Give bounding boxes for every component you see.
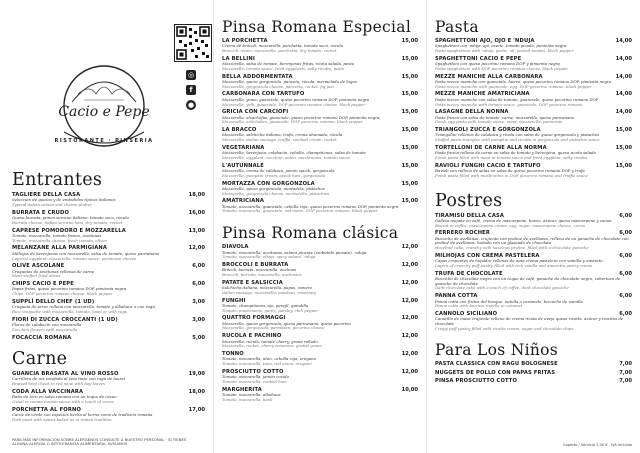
menu-item bbox=[12, 228, 205, 244]
menu-item-description-en: Mozzarella, gorgonzola, parmesan, pecorino cheese bbox=[222, 325, 325, 331]
menu-item-description: Galleta mojada en café, crema de mascarpone, huevo, azúcar, queso mascarpone y cacao bbox=[435, 217, 612, 223]
menu-item-description-en: Crispy puff pastry filled with ricotta cream, sugar and chocolate chips bbox=[435, 325, 574, 331]
menu-item-price: 6,00 bbox=[192, 263, 205, 270]
menu-item-description: Croqueta de arroz rellena con mozzarella, tomate y albahaca o con ragú bbox=[12, 304, 155, 310]
menu-item-description: Pasta fresca rellena de carne en salsa de tomate y berenjena, queso ricota salada bbox=[435, 150, 596, 156]
menu-item bbox=[435, 38, 632, 54]
menu-item-description: Mozzarella, queso gorgonzola, queso parmesano, queso pecorino bbox=[222, 320, 351, 326]
menu-item-name: GRICIA CON CARCIOFI bbox=[222, 109, 289, 116]
menu-item bbox=[435, 253, 632, 269]
ninos-list bbox=[435, 361, 632, 384]
menu-item-price: 3,00 bbox=[192, 298, 205, 305]
menu-item-price: 7,00 bbox=[619, 361, 632, 368]
menu-item bbox=[222, 387, 418, 403]
menu-item-description-en: Tomato, mozzarella, tuna, red onion, oregano bbox=[222, 361, 312, 367]
menu-item-name: LA BRACCO bbox=[222, 127, 257, 134]
instagram-icon[interactable]: ◎ bbox=[187, 71, 195, 79]
menu-item bbox=[222, 262, 418, 278]
menu-item bbox=[435, 145, 632, 161]
menu-item-description: Crema de brócoli, mozzarella, porchetta, tomate seco, rúcula bbox=[222, 43, 344, 49]
column-pasta-postres bbox=[426, 0, 640, 453]
menu-item-name: BURRATA E CRUDO bbox=[12, 209, 70, 216]
menu-item-description-en: Broccoli, burrata, mozzarella, anchovies bbox=[222, 272, 302, 278]
menu-item-description: Milhojas de berenjenas con mozzarella, salsa de tomate, queso parmesano bbox=[12, 250, 160, 256]
menu-item-description: Tomate, mozzarella, jamón cocido bbox=[222, 374, 289, 380]
menu-item bbox=[435, 271, 632, 292]
menu-item-description: Capas crujientes de hojaldre rellenas de nata crema pastelera con vainilla y amareto bbox=[435, 258, 603, 264]
menu-item-description: Papas fritas, queso pecorino romano DOP, pimienta negra bbox=[12, 286, 127, 292]
menu-item-name: SPAGHETTONI AJO, OJO E 'NDUJA bbox=[435, 38, 535, 44]
menu-item-name: OLIVE ASCOLANE bbox=[12, 263, 65, 270]
menu-item-description-en: Stuffed pasta triangles with pumpkin and ricotta in gorgonzola and pistachio sauce bbox=[435, 137, 600, 143]
menu-item-description-en: Burrata cheese, italian serrano ham, dry tomato, rocket bbox=[12, 219, 123, 225]
menu-item-description-en: Pasta spaghettoni with DOP pecorino romano cheese, black pepper bbox=[435, 65, 569, 71]
menu-item-description-en: Braised beef cheek in red wine with bay leaves bbox=[12, 381, 105, 387]
menu-item-price: 15,00 bbox=[615, 127, 632, 134]
menu-item-description: Tomate, mozzarella, albahaca bbox=[222, 392, 281, 398]
menu-item-price: 18,00 bbox=[188, 388, 205, 395]
section-title-pinsa-especial: Pinsa Romana Especial bbox=[222, 18, 412, 36]
menu-item bbox=[12, 407, 205, 423]
menu-item bbox=[222, 145, 418, 161]
service-footnote: Coperto / Servicio 2,00 € · IVA incluido bbox=[563, 442, 632, 447]
menu-item-price: 7,00 bbox=[619, 369, 632, 376]
menu-item-name: TIRAMISÙ DELLA CASA bbox=[435, 212, 505, 219]
menu-item-price: 15,00 bbox=[401, 127, 418, 134]
menu-item-name: SPAGHETTONI CACIO E PEPE bbox=[435, 55, 522, 62]
menu-item-name: PINSA PROSCIUTTO COTTO bbox=[435, 378, 518, 385]
logo-subtitle: RISTORANTE · PINSERIA bbox=[54, 138, 154, 144]
facebook-icon[interactable]: f bbox=[186, 85, 196, 95]
menu-item-description-en: Pork meat with spices baked as in roman tradition bbox=[12, 416, 112, 422]
menu-item-price: 15,00 bbox=[401, 91, 418, 98]
qr-code[interactable] bbox=[174, 24, 212, 62]
menu-item-description: Pasta fresca con salsa de tomate, carne, mozzarella, queso parmesano bbox=[435, 114, 575, 120]
menu-item-description-en: Biscuit in coffee, mascarpone cream, egg, sugar, mascarpone cheese, cocoa bbox=[435, 222, 585, 228]
menu-item-description: Carrillera de res estofada al vino tinto con ragú de lauret bbox=[12, 376, 126, 382]
menu-item bbox=[222, 333, 418, 349]
menu-item bbox=[12, 192, 205, 208]
menu-item bbox=[222, 315, 418, 331]
menu-item-name: SUPPLÌ DELLO CHEF (1 UD) bbox=[12, 298, 95, 305]
menu-item-price: 12,00 bbox=[401, 368, 418, 375]
menu-item-name: CARBONARA CON TARTUFO bbox=[222, 91, 305, 98]
menu-item-name: FUNGHI bbox=[222, 297, 246, 304]
menu-item-description-en: Hazelnut cake, crunchy with hazelnut praline, filled with a chocolate ganache bbox=[435, 245, 589, 251]
menu-item-description-en: Fresh pasta filled with mushrooms in DOP pecorino romano and truffle sauce bbox=[435, 172, 588, 178]
menu-item-name: FOCACCIA ROMANA bbox=[12, 334, 72, 341]
menu-item-description: Croquetas de aceitunas rellenas de carne bbox=[12, 268, 95, 274]
menu-item-description-en: Rice croquette with mozzarella, tomato, basil or with ragu bbox=[12, 308, 128, 314]
menu-item bbox=[222, 351, 418, 367]
menu-item-price: 6,00 bbox=[619, 270, 632, 277]
menu-item bbox=[435, 361, 632, 367]
menu-item bbox=[435, 91, 632, 107]
menu-item-price: 6,00 bbox=[619, 212, 632, 219]
menu-item-name: MORTAZZA CON GORGONZOLA bbox=[222, 180, 315, 187]
menu-item bbox=[435, 378, 632, 384]
menu-item-price: 14,00 bbox=[615, 91, 632, 98]
menu-item-head bbox=[435, 370, 632, 376]
menu-item-name: PATATE E SALSICCIA bbox=[222, 279, 283, 286]
menu-item-description-en: Layered eggplant, mozzarella, tomato sauce, parmesan cheese bbox=[12, 255, 137, 261]
logo-wordmark: Cacio e Pepe bbox=[58, 104, 150, 120]
menu-item-price: 14,00 bbox=[615, 55, 632, 62]
menu-item-description: Spaghettoni con queso pecorino romano DOP y pimienta negra bbox=[435, 61, 560, 67]
menu-item-name: NUGGETS DE POLLO CON PAPAS FRITAS bbox=[435, 369, 556, 376]
menu-item-price: 7,00 bbox=[619, 378, 632, 385]
menu-item bbox=[12, 317, 205, 333]
qr-code-icon bbox=[175, 25, 211, 61]
menu-item-description: Mozzarella, queso gorgonzola, mortadela, pistachos bbox=[222, 185, 325, 191]
menu-item-head bbox=[12, 335, 205, 341]
menu-item bbox=[222, 181, 418, 197]
menu-item-description: Carne de cerdo con especies hecha al horno como de tradición romana bbox=[12, 411, 153, 417]
menu-item-name: PASTA CLASSICA CON RAGU BOLOGNESE bbox=[435, 361, 558, 368]
menu-item-description-en: Pasta spaghettoni with 'nduja, garlic, oil, peeled tomato, black pepper bbox=[435, 48, 574, 54]
menu-item bbox=[12, 281, 205, 297]
menu-item-description: Rabo de toro en salsa romana con un toque de cacao bbox=[12, 394, 117, 400]
menu-item-description-en: Mozzarella, tomato sauce, fried eggplants, salty ricotta, pesto bbox=[222, 65, 345, 71]
menu-item-description: Flores de calabacín con mozzarella bbox=[12, 322, 82, 328]
tripadvisor-icon[interactable]: ● bbox=[187, 101, 195, 109]
menu-item-price: 14,00 bbox=[615, 73, 632, 80]
menu-item-description-en: Tomato, mozzarella, basil bbox=[222, 396, 273, 402]
menu-item-name: L'AUTUNNALE bbox=[222, 162, 264, 169]
menu-item-name: TRIANGOLI ZUCCA E GORGONZOLA bbox=[435, 127, 541, 134]
menu-item-price: 6,00 bbox=[619, 252, 632, 259]
column-entrantes bbox=[0, 0, 213, 453]
menu-item-price: 12,00 bbox=[401, 279, 418, 286]
menu-item-description-en: Zucchini flowers with mozzarella bbox=[12, 326, 78, 332]
menu-item-price: 15,00 bbox=[401, 162, 418, 169]
menu-item-description-en: Tomato, mozzarella, olives, spicy salami, 'nduja bbox=[222, 254, 316, 260]
menu-item-name: CHIPS CACIO E PEPE bbox=[12, 281, 74, 288]
menu-item-price: 19,00 bbox=[188, 370, 205, 377]
menu-item bbox=[435, 230, 632, 251]
menu-item-name: VEGETARIANA bbox=[222, 144, 265, 151]
pasta-list bbox=[435, 38, 632, 179]
menu-item-name: RUCOLA E PACHINO bbox=[222, 333, 282, 340]
menu-item-description: Brócoli, burrata, mozzarella, anchoas bbox=[222, 267, 297, 273]
menu-item-price: 15,00 bbox=[401, 198, 418, 205]
section-title-pinsa-clasica: Pinsa Romana clásica bbox=[222, 224, 399, 243]
menu-item bbox=[435, 293, 632, 309]
menu-item bbox=[222, 109, 418, 125]
menu-item-description-en: Mozzarella, eggplant, zucchini, onion, mushrooms, tomato sauce bbox=[222, 154, 351, 160]
menu-item-description: Tomate, mozzarella, atún, cebolla roja, orégano bbox=[222, 356, 316, 362]
menu-item-name: PANNA COTTA bbox=[435, 293, 478, 300]
menu-item-price: 6,00 bbox=[619, 293, 632, 300]
section-title-pasta: Pasta bbox=[435, 18, 479, 36]
menu-item-description: Panna cotta con frutos del bosque, nutella o caramelo, bizcocho de vainilla bbox=[435, 298, 583, 304]
menu-item-price: 15,00 bbox=[401, 55, 418, 62]
menu-item-price: 3,00 bbox=[192, 316, 205, 323]
menu-item-description-en: Tomato, mozzarella cheese, fresh tomato, olives bbox=[12, 237, 107, 243]
menu-item-description: Mozzarella, rucula, tomate cherry, grana rallado bbox=[222, 338, 318, 344]
column-pinsa bbox=[213, 0, 426, 453]
menu-item-price: 17,00 bbox=[188, 406, 205, 413]
menu-item-price: 12,00 bbox=[401, 351, 418, 357]
menu-item-name: LA PORCHETTA bbox=[222, 38, 268, 44]
menu-item-description-en: Mozzarella, gorgonzola cheese, mortadella, pistachios bbox=[222, 190, 330, 196]
menu-item-price: 12,00 bbox=[401, 297, 418, 304]
menu-item-description: Pasta mezze maniche con salsa de tomate, guanciale, queso pecorino romano DOP bbox=[435, 96, 599, 102]
menu-item-description: Selección de quesos y de embutidos típicos italianos bbox=[12, 197, 116, 203]
menu-item-name: BROCCOLI E BURRATA bbox=[222, 261, 289, 268]
menu-item-description-en: Oxtail in roman tomato sauce with a touch of cocoa bbox=[12, 398, 114, 404]
menu-item-price: 15,00 bbox=[401, 144, 418, 151]
menu-item-description-en: Italian sausage, mozzarella, potatoes, rosemary bbox=[222, 289, 317, 295]
menu-item-name: FIORI DI ZUCCA CROCCANTI (1 UD) bbox=[12, 316, 118, 323]
menu-item-name: MEZZE MANICHE ALLA CARBONARA bbox=[435, 73, 543, 80]
menu-item-description-en: Mozzarella, gorgonzola cheese, pancetta, rocket, fig jam bbox=[222, 83, 334, 89]
menu-item-price: 18,00 bbox=[188, 192, 205, 198]
menu-item-name: MILHOJAS CON CREMA PASTELERA bbox=[435, 252, 540, 259]
menu-item-price: 14,00 bbox=[615, 109, 632, 116]
menu-item bbox=[435, 56, 632, 72]
menu-item-name: FERRERO ROCHER bbox=[435, 230, 491, 237]
menu-item-name: GUANCIA BRASATA AL VINO ROSSO bbox=[12, 370, 119, 377]
menu-item bbox=[222, 38, 418, 54]
menu-item-description: Tomate, mozzarella, guanciale, cebolla roja, queso pecorino romano DOP, pimienta negra bbox=[222, 203, 399, 209]
menu-item-description-en: Meat-stuffed fried olives bbox=[12, 273, 61, 279]
menu-item-description: Canutillo de masa crujiente relleno de crema ricota de oveja queso ricotta, azúcar y trocitos de chocolate bbox=[435, 316, 624, 327]
menu-item-description-en: Fresh pasta filled with meat in tomato sauce and fried eggplant, salty ricotta bbox=[435, 154, 587, 160]
menu-item-name: CODA ALLA VACCINARA bbox=[12, 388, 84, 395]
menu-item-price: 6,00 bbox=[192, 281, 205, 288]
menu-item bbox=[12, 263, 205, 279]
menu-item-name: TORTELLONI DE CARNE ALLA NORMA bbox=[435, 144, 547, 151]
menu-item-description: Ravioli con relleno de setas en salsa de queso pecorino romano DOP y trufa bbox=[435, 168, 585, 174]
menu-item bbox=[12, 389, 205, 405]
menu-item-description-en: Mozzarella, rocket, cherry tomatoes, grated grana bbox=[222, 343, 322, 349]
menu-item bbox=[222, 91, 418, 107]
menu-item-name: LASAGNE DELLA NONNA bbox=[435, 109, 509, 116]
menu-item-price: 15,00 bbox=[401, 180, 418, 187]
menu-item-description-en: Layers of crunchy puff pastry filled with rich vanilla and amaretto pastry cream bbox=[435, 262, 593, 268]
menu-item bbox=[435, 370, 632, 376]
menu-item-description-en: Dark chocolate cake with a touch of coffee, dark chocolate ganache bbox=[435, 285, 569, 291]
menu-item bbox=[435, 74, 632, 90]
pinsa-clasica-list bbox=[222, 244, 418, 402]
menu-item-name: DIAVOLA bbox=[222, 244, 249, 251]
menu-item-description-en: Tomato, mushrooms, garlic, parsley, chili pepper bbox=[222, 307, 319, 313]
allergen-footnote: PARA MÁS INFORMACIÓN SOBRE ALÉRGENOS CONSULTE A NUESTRO PERSONAL · SI TIENES ALGUNA ALERGIA O INTOLERANCIA ALIMENTARIA, AVÍSANOS bbox=[12, 436, 187, 447]
menu-item-price: 10,00 bbox=[401, 386, 418, 393]
menu-item-description: Pasta mezze maniche con guanciale, huevo, queso pecorino romano DOP, pimienta negra bbox=[435, 79, 612, 85]
menu-item-price: 6,00 bbox=[619, 310, 632, 317]
menu-item-description-en: Typical italian salami and cheese platter bbox=[12, 202, 92, 208]
menu-item-name: MEZZE MANICHE AMATRICIANA bbox=[435, 91, 530, 98]
section-title-postres: Postres bbox=[435, 190, 503, 211]
menu-item-name: MARGHERITA bbox=[222, 386, 262, 393]
menu-item-description-en: Mozzarella, yolk, guanciale, DOP pecorino romano cheese, black pepper bbox=[222, 101, 366, 107]
menu-item-description-en: Mozzarella, italian sausage, truffle, smoked cream, rocket bbox=[222, 137, 337, 143]
menu-item-price: 15,00 bbox=[615, 162, 632, 169]
menu-item-price: 6,00 bbox=[619, 230, 632, 237]
menu-item-description: Mozzarella, salchicha italiana, trufa, crema ahumada, rúcula bbox=[222, 132, 343, 138]
menu-item-name: TONNO bbox=[222, 351, 244, 357]
menu-item-price: 15,00 bbox=[401, 38, 418, 44]
menu-item-description-en: Fresh egg pasta with tomato sauce, meat, mozzarella, parmesan bbox=[435, 119, 563, 125]
postres-list bbox=[435, 213, 632, 332]
menu-item-description-en: Tomato, mozzarella, guanciale, red onion, DOP pecorino romano, black pepper bbox=[222, 208, 378, 214]
menu-item-name: PROSCIUTTO COTTO bbox=[222, 368, 284, 375]
menu-item-name: BELLA ADDORMENTATA bbox=[222, 73, 293, 80]
menu-item-description: Salchicha italiana, mozzarella, papas, romero bbox=[222, 285, 313, 291]
menu-item-description: Mozzarella, yema, guanciale, queso pecorino romano DOP, pimienta negra bbox=[222, 96, 370, 102]
menu-item-description-en: Mozzarella, pumpkin cream, speck ham, gorgonzola bbox=[222, 172, 326, 178]
menu-item-name: QUATTRO FORMAGGI bbox=[222, 315, 286, 322]
menu-item-description-en: Mozzarella, artichokes, guanciale, DOP pecorino romano, black pepper bbox=[222, 119, 363, 125]
menu-item bbox=[12, 210, 205, 226]
menu-item bbox=[435, 109, 632, 125]
menu-item bbox=[222, 163, 418, 179]
menu-item-price: 16,00 bbox=[188, 209, 205, 216]
menu-item bbox=[222, 369, 418, 385]
menu-item-description: Tomate, mozzarella, aceitunas, salami picante (embutido picante), 'nduja bbox=[222, 249, 367, 255]
menu-item-description: Bizcocho de chocolate negro con un toque de café, ganache de chocolate negro, cobertura de ganache de chocolate bbox=[435, 276, 621, 286]
menu-item-description: Tomate, mozzarella, tomate fresco, aceitunas bbox=[12, 233, 102, 239]
menu-item-name: AMATRICIANA bbox=[222, 198, 265, 205]
menu-item-price: 12,00 bbox=[188, 245, 205, 252]
menu-item-description: Mozzarella, salsa de tomate, berenjenas fritas, ricota salada, pesto bbox=[222, 61, 355, 67]
menu-item-description: Mozzarella, alcachofas, guanciale, queso pecorino romano DOP, pimienta negra bbox=[222, 114, 380, 120]
menu-item bbox=[222, 244, 418, 260]
menu-item bbox=[222, 56, 418, 72]
menu-item bbox=[12, 245, 205, 261]
menu-item-price: 12,00 bbox=[401, 244, 418, 251]
menu-item-description: Tomate, champiñones, ajo, perejil, guindilla bbox=[222, 302, 309, 308]
menu-item-price: 12,00 bbox=[401, 315, 418, 322]
menu-item bbox=[12, 299, 205, 315]
section-title-carne: Carne bbox=[12, 348, 68, 369]
menu-item-head bbox=[435, 378, 632, 384]
menu-item bbox=[435, 213, 632, 229]
menu-item-description-en: Pasta mezze maniche with guanciale, egg, DOP pecorino romano, black pepper bbox=[435, 83, 592, 89]
menu-item-description-en: Chips, DOP pecorino romano cheese, black pepper bbox=[12, 291, 113, 297]
menu-item-description: Bizcocho de avellanas, crujiente con praliné de avellanas, relleno de un ganache de chocolate con praliné de avellanas, bañado con un glaseado de chocolate bbox=[435, 235, 629, 246]
menu-item-name: TRUFA DE CHOCOLATE bbox=[435, 270, 503, 277]
menu-item-description-en: Pasta mezze maniche with tomato sauce, guanciale, DOP pecorino romano bbox=[435, 101, 583, 107]
menu-item-description-en: Broccoli cream, mozzarella, porchetta, dry tomato, rocket bbox=[222, 48, 337, 54]
menu-item-name: PORCHETTA AL FORNO bbox=[12, 406, 82, 413]
menu-item bbox=[222, 280, 418, 296]
menu-item-description: Queso burrata, jamon serrano italiano, tomate seco, rúcula bbox=[12, 215, 129, 221]
menu-item-description: Spaghettoni con 'nduja, ajo, aceite, tomate picado, pimienta negra bbox=[435, 43, 567, 49]
menu-item-name: RAVIOLI FUNGHI CACIO E TARTUFO bbox=[435, 162, 541, 169]
section-title-ninos: Para Los Niños bbox=[435, 341, 559, 360]
menu-item bbox=[12, 335, 205, 341]
menu-item-description-en: Tomato, mozzarella, cooked ham bbox=[222, 378, 287, 384]
entrantes-list bbox=[12, 192, 205, 341]
menu-item-price: 12,00 bbox=[401, 261, 418, 268]
carne-list bbox=[12, 371, 205, 422]
menu-item-description: Mozzarella, crema de calabaza, jamón speck, gorgonzola bbox=[222, 168, 335, 174]
menu-item-description: Mozzarella, queso gorgonzola, panceta, rúcula, mermelada de higos bbox=[222, 79, 357, 85]
menu-item bbox=[222, 127, 418, 143]
menu-item-name: CANNOLO SICILIANO bbox=[435, 310, 498, 317]
menu-item-price: 13,00 bbox=[188, 227, 205, 234]
menu-item-description: Mozzarella, berenjena, calabacín, cebolla, champiñones, salsa de tomate bbox=[222, 150, 366, 156]
menu-item-name: MELANZANE ALLA PARMIGIANA bbox=[12, 245, 108, 252]
menu-item-description: Triangolini rellenos de calabaza y ricota con salsa de queso gorgonzola y pistachos bbox=[435, 132, 600, 138]
menu-item-name: LA BELLINI bbox=[222, 55, 255, 62]
menu-item-price: 15,00 bbox=[401, 109, 418, 116]
menu-item-price: 5,00 bbox=[192, 334, 205, 341]
menu-item bbox=[222, 198, 418, 214]
menu-item-name: CAPRESE POMODORO E MOZZARELLA bbox=[12, 227, 126, 234]
menu-item-name: TAGLIERE DELLA CASA bbox=[12, 192, 81, 198]
menu-item-price: 14,00 bbox=[615, 38, 632, 44]
menu-item-price: 15,00 bbox=[615, 144, 632, 151]
menu-item-head bbox=[435, 361, 632, 367]
pinsa-especial-list bbox=[222, 38, 418, 214]
menu-item bbox=[222, 74, 418, 90]
menu-item bbox=[222, 298, 418, 314]
menu-item-description-en: Panna cotta with berries, nutella or caramel bbox=[435, 303, 523, 309]
menu-item bbox=[435, 311, 632, 332]
logo-area bbox=[12, 10, 205, 160]
section-title-entrantes: Entrantes bbox=[12, 170, 103, 190]
menu-item-price: 12,00 bbox=[401, 333, 418, 340]
menu-item bbox=[435, 127, 632, 143]
menu-item-price: 15,00 bbox=[401, 73, 418, 80]
menu-item bbox=[12, 371, 205, 387]
menu-item bbox=[435, 163, 632, 179]
